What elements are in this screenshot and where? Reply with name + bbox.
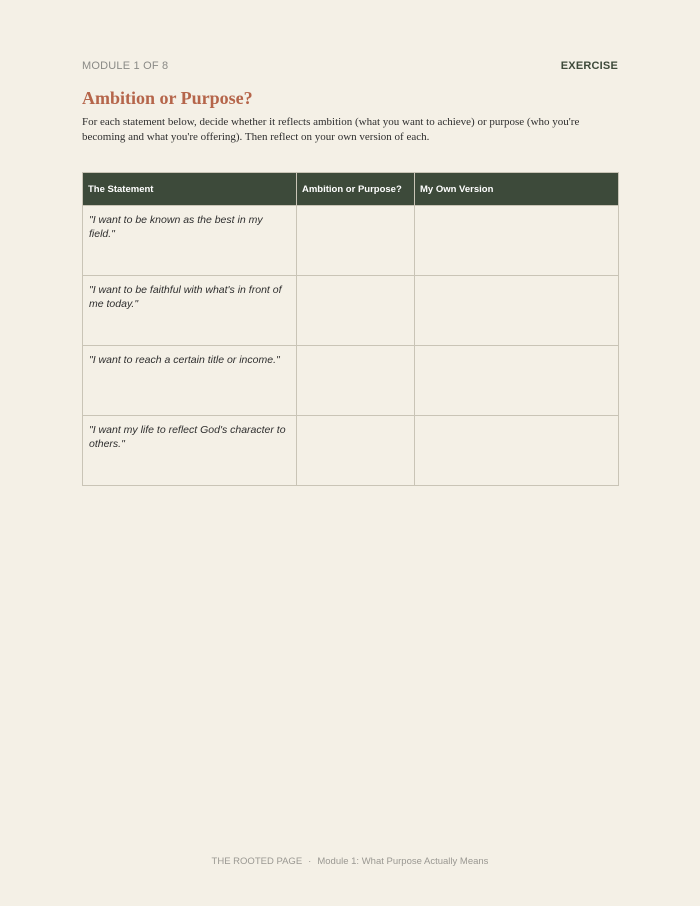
- page-footer: [0, 856, 700, 868]
- statement-cell: "I want my life to reflect God's character to others.": [83, 416, 297, 486]
- exercise-table: [82, 172, 619, 486]
- ambition-or-purpose-cell[interactable]: [297, 276, 415, 346]
- page-header: [82, 59, 618, 73]
- table-row: [83, 346, 619, 416]
- column-header-statement: The Statement: [83, 173, 297, 206]
- table-row: [83, 276, 619, 346]
- ambition-or-purpose-cell[interactable]: [297, 416, 415, 486]
- table-header-row: [83, 173, 619, 206]
- column-header-own-version: My Own Version: [415, 173, 619, 206]
- page-title: Ambition or Purpose?: [82, 88, 253, 108]
- footer-brand: THE ROOTED PAGE: [211, 856, 303, 867]
- table-row: [83, 206, 619, 276]
- own-version-cell[interactable]: [415, 276, 619, 346]
- exercise-label: EXERCISE: [560, 60, 618, 72]
- own-version-cell[interactable]: [415, 416, 619, 486]
- module-progress-label: MODULE 1 OF 8: [82, 60, 169, 72]
- footer-module-title: Module 1: What Purpose Actually Means: [317, 856, 489, 867]
- footer-separator: ·: [308, 856, 312, 867]
- statement-cell: "I want to be faithful with what's in front of me today.": [83, 276, 297, 346]
- own-version-cell[interactable]: [415, 346, 619, 416]
- statement-cell: "I want to reach a certain title or income.": [83, 346, 297, 416]
- own-version-cell[interactable]: [415, 206, 619, 276]
- table-row: [83, 416, 619, 486]
- statement-cell: "I want to be known as the best in my field.": [83, 206, 297, 276]
- ambition-or-purpose-cell[interactable]: [297, 206, 415, 276]
- instructions-text: For each statement below, decide whether it reflects ambition (what you want to achieve) or purpose (who you're becoming and what you're offering). Then reflect on your own version of each.: [82, 116, 580, 143]
- column-header-ambition-or-purpose: Ambition or Purpose?: [297, 173, 415, 206]
- ambition-or-purpose-cell[interactable]: [297, 346, 415, 416]
